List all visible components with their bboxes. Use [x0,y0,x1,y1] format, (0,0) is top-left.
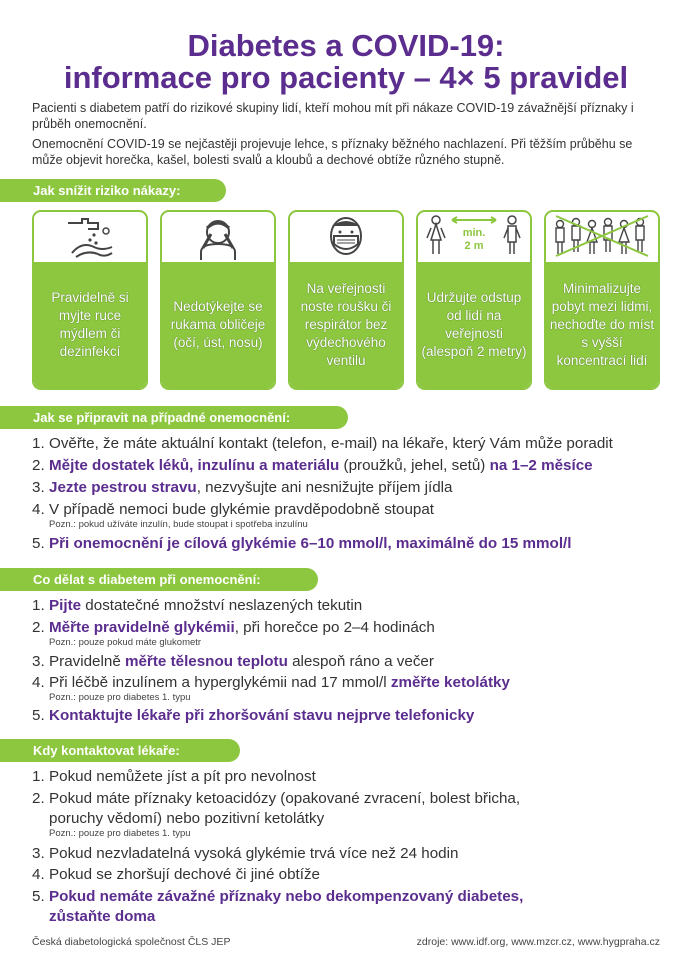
list-item: 2. Měřte pravidelně glykémii, při horečce po 2–4 hodinách [32,619,435,636]
handwash-icon [34,212,146,262]
list-item: 5. Pokud nemáte závažné příznaky nebo dekompenzovaný diabetes, [32,888,524,905]
intro-paragraph-1: Pacienti s diabetem patří do rizikové skupiny lidí, kteří mohou mít při nákaze COVID-19 závažnější příznaky i průběh onemocnění. [32,101,634,131]
footer-society: Česká diabetologická společnost ČLS JEP [32,936,231,948]
card-handwash [32,210,148,390]
page-title [0,30,692,94]
list-item: 2. Pokud máte příznaky ketoacidózy (opakované zvracení, bolest břicha, [32,790,521,807]
card-face-mask [288,210,404,390]
intro-paragraph-2: Onemocnění COVID-19 se nejčastěji projevuje lehce, s příznaky běžného nachlazení. Při těžším průběhu se může objevit horečka, kašel, bolesti svalů a kloubů a dechové obtíže různého stupně. [32,137,633,167]
distance-label-min: min. [462,227,486,239]
list-item: 4. Pokud se zhoršují dechové či jiné obtíže [32,866,321,883]
list-item: 4. V případě nemoci bude glykémie pravděpodobně stoupat [32,501,435,518]
note-type1: Pozn.: pouze pro diabetes 1. typu [49,692,191,703]
title-line-1: Diabetes a COVID-19: [187,28,505,63]
distance-icon [418,212,530,262]
title-line-2: informace pro pacienty – 4× 5 pravidel [63,60,629,95]
card-crowd [544,210,660,390]
card-crowd-text: Minimalizujte pobyt mezi lidmi, nechoďte do míst s vyšší koncentrací lidí [546,262,658,388]
card-face-touch [160,210,276,390]
list-item-continuation: poruchy vědomí) nebo pozitivní ketolátky [49,810,325,827]
list-item: 3. Pravidelně měřte tělesnou teplotu alespoň ráno a večer [32,653,434,670]
section-header-prepare: Jak se připravit na případné onemocnění: [0,406,348,429]
card-distance-text: Udržujte odstup od lidí na veřejnosti (alespoň 2 metry) [418,262,530,388]
list-item: 1. Pijte dostatečné množství neslazených tekutin [32,597,363,614]
distance-label-2m: 2 m [464,240,484,252]
list-item: 3. Pokud nezvladatelná vysoká glykémie trvá více než 24 hodin [32,845,459,862]
list-item: 1. Pokud nemůžete jíst a pít pro nevolnost [32,768,316,785]
footer-sources: zdroje: www.idf.org, www.mzcr.cz, www.hygpraha.cz [416,936,660,948]
card-handwash-text: Pravidelně si myjte ruce mýdlem či dezinfekcí [34,262,146,388]
list-item: 3. Jezte pestrou stravu, nezvyšujte ani nesnižujte příjem jídla [32,479,453,496]
face-mask-icon [290,212,402,262]
face-touch-icon [162,212,274,262]
note-insulin: Pozn.: pokud užíváte inzulín, bude stoupat i spotřeba inzulínu [49,519,308,530]
section-header-sick: Co dělat s diabetem při onemocnění: [0,568,318,591]
prevention-cards [32,210,660,390]
card-face-touch-text: Nedotýkejte se rukama obličeje (očí, úst, nosu) [162,262,274,388]
list-item: 2. Mějte dostatek léků, inzulínu a materiálu (proužků, jehel, setů) na 1–2 měsíce [32,457,593,474]
crowd-icon [546,212,658,262]
list-item-continuation: zůstaňte doma [49,908,156,925]
note-type1: Pozn.: pouze pro diabetes 1. typu [49,828,191,839]
section-header-risk: Jak snížit riziko nákazy: [0,179,226,202]
note-glucometer: Pozn.: pouze pokud máte glukometr [49,637,202,648]
list-item: 1. Ověřte, že máte aktuální kontakt (telefon, e-mail) na lékaře, který Vám může poradit [32,435,613,452]
list-item: 4. Při léčbě inzulínem a hyperglykémii nad 17 mmol/l změřte ketolátky [32,674,510,691]
card-distance [416,210,532,390]
section-header-contact: Kdy kontaktovat lékaře: [0,739,240,762]
list-item: 5. Při onemocnění je cílová glykémie 6–10 mmol/l, maximálně do 15 mmol/l [32,535,572,552]
list-item: 5. Kontaktujte lékaře při zhoršování stavu nejprve telefonicky [32,707,475,724]
card-face-mask-text: Na veřejnosti noste roušku či respirátor bez výdechového ventilu [290,262,402,388]
